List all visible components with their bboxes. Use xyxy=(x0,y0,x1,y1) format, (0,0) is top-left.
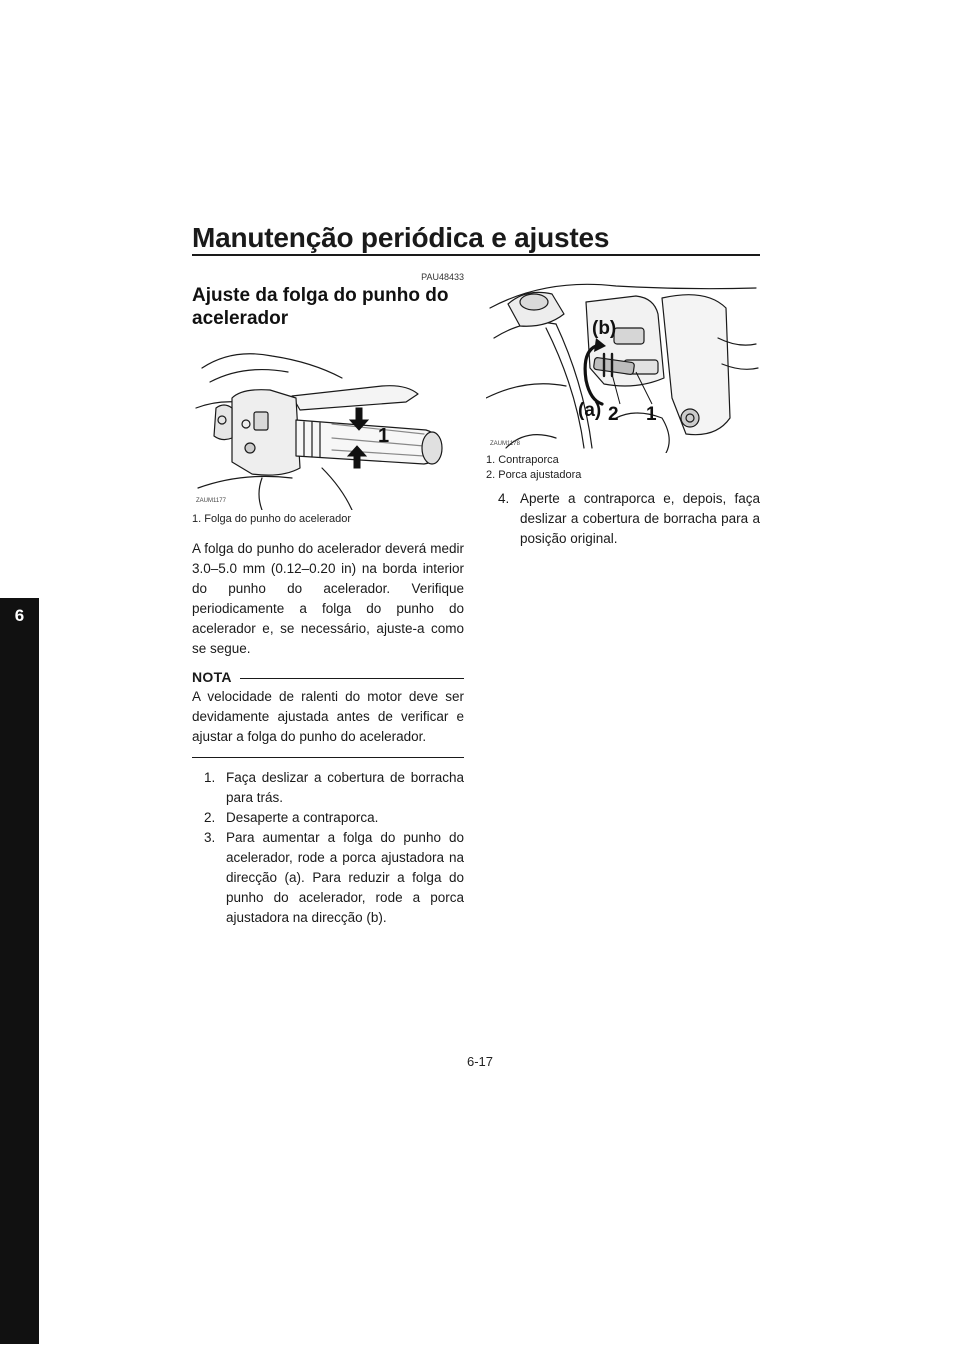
intro-paragraph: A folga do punho do acelerador deverá medir 3.0–5.0 mm (0.12–0.20 in) na borda interior do punho do acelerador. Verifique periodicamente a folga do punho do acelerador e, se necessário, ajuste-a como se segue. xyxy=(192,541,464,656)
figure-throttle-grip xyxy=(192,338,464,510)
steps-list xyxy=(486,489,760,549)
page-title: Manutenção periódica e ajustes xyxy=(192,222,610,253)
step-number: 4. xyxy=(498,491,510,506)
figure-callout-1: 1 xyxy=(378,425,390,447)
step-item xyxy=(192,808,464,828)
chapter-tab xyxy=(0,598,39,1344)
step-item xyxy=(192,768,464,808)
figure-code: ZAUM1177 xyxy=(196,498,226,504)
figure-caption: 1. Folga do punho do acelerador xyxy=(192,513,352,525)
label-b: (b) xyxy=(592,318,617,339)
step-number: 1. xyxy=(204,770,216,785)
figure-caption: 2. Porca ajustadora xyxy=(486,469,582,481)
step-text: Para aumentar a folga do punho do acelerador, rode a porca ajustadora na direcção (a). Para reduzir a folga do punho do acelerador, rode a porca ajustadora na direcção (b). xyxy=(226,830,464,925)
step-item xyxy=(486,489,760,549)
left-column xyxy=(192,268,464,928)
throttle-grip-illustration xyxy=(192,338,464,510)
header-rule xyxy=(192,254,760,256)
right-column xyxy=(486,268,760,549)
figure-caption: 1. Contraporca xyxy=(486,454,559,466)
figure-code: ZAUM1178 xyxy=(490,441,520,447)
figure-callout-1: 1 xyxy=(646,404,657,425)
nota-header xyxy=(192,669,464,685)
step-number: 3. xyxy=(204,830,216,845)
adjuster-illustration xyxy=(486,268,760,453)
figure-adjuster xyxy=(486,268,760,453)
step-text: Desaperte a contraporca. xyxy=(226,810,379,825)
nota-block xyxy=(192,669,464,758)
step-text: Aperte a contraporca e, depois, faça deslizar a cobertura de borracha para a posição original. xyxy=(520,491,760,546)
page-number: 6-17 xyxy=(466,1054,494,1069)
chapter-number: 6 xyxy=(14,606,25,625)
label-a: (a) xyxy=(578,400,602,421)
nota-rule xyxy=(240,678,464,679)
nota-end-rule xyxy=(192,757,464,758)
step-text: Faça deslizar a cobertura de borracha para trás. xyxy=(226,770,464,805)
nota-text: A velocidade de ralenti do motor deve ser devidamente ajustada antes de verificar e ajustar a folga do punho do acelerador. xyxy=(192,689,464,744)
figure-callout-2: 2 xyxy=(608,404,619,425)
nota-label: NOTA xyxy=(192,669,232,685)
reference-code: PAU48433 xyxy=(421,272,464,282)
step-number: 2. xyxy=(204,810,216,825)
step-item xyxy=(192,828,464,928)
section-title: Ajuste da folga do punho do acelerador xyxy=(192,285,449,329)
steps-list xyxy=(192,768,464,928)
